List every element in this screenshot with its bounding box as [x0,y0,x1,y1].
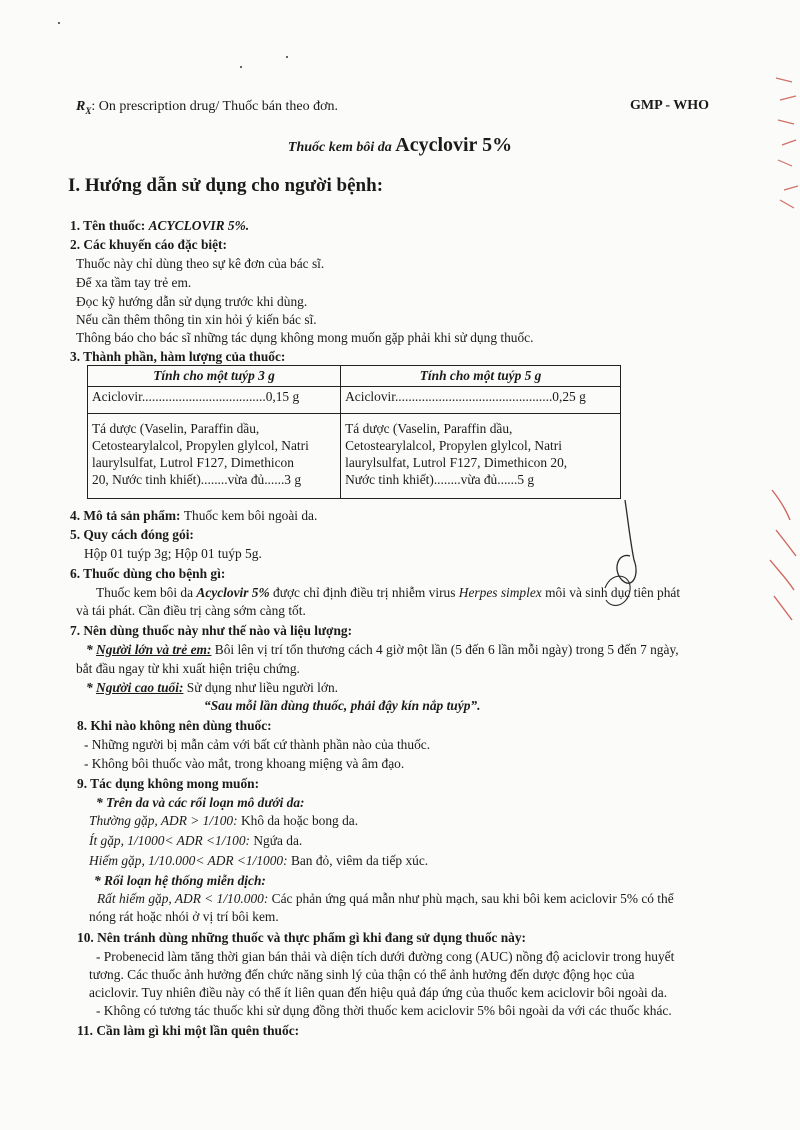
section-title: I. Hướng dẫn sử dụng cho người bệnh: [68,175,384,196]
special-warnings-heading: 2. Các khuyến cáo đặc biệt: [70,237,227,252]
warning-line: Để xa tầm tay trẻ em. [76,275,192,290]
packaging-value: Hộp 01 tuýp 3g; Hộp 01 tuýp 5g. [84,546,262,561]
side-effect-very-rare-cont: nóng rát hoặc nhói ở vị trí bôi kem. [89,909,279,924]
excipients-3g: Tá dược (Vaselin, Paraffin dầu, Cetostearylalcol, Propylen glylcol, Natri laurylsulfat, Lutrol F127, Dimethicon 20, Nước tinh khiết)........vừa đủ......3 g [88,414,341,499]
contraindication-heading: 8. Khi nào không nên dùng thuốc: [77,718,272,733]
composition-heading: 3. Thành phần, hàm lượng của thuốc: [70,349,286,364]
composition-table [87,365,621,499]
skin-disorders-title: * Trên da và các rối loạn mô dưới da: [96,795,305,810]
dosage-heading: 7. Nên dùng thuốc này như thế nào và liệu lượng: [70,623,353,638]
side-effect-common: Thường gặp, ADR > 1/100: Khô da hoặc bong da. [89,813,359,828]
immune-disorders-title: * Rối loạn hệ thống miễn dịch: [94,873,266,888]
warning-line: Nếu cần thêm thông tin xin hỏi ý kiến bác sĩ. [76,312,317,327]
contraindication-line: - Những người bị mẫn cảm với bất cứ thành phần nào của thuốc. [84,737,431,752]
missed-dose-heading: 11. Cần làm gì khi một lần quên thuốc: [77,1023,300,1038]
scan-speck [286,56,288,58]
cap-note: “Sau mỗi lần dùng thuốc, phải đậy kín nắp tuýp”. [204,698,481,713]
scan-speck [240,66,242,68]
rx-symbol: $R_X$ [76,99,92,116]
aciclovir-3g: Aciclovir.....................................0,15 g [88,387,341,414]
side-effect-rare: Hiếm gặp, 1/10.000< ADR <1/1000: Ban đỏ, viêm da tiếp xúc. [89,853,429,868]
dosage-adult-line: * Người lớn và trẻ em: Bôi lên vị trí tổn thương cách 4 giờ một lần (5 đến 6 lần mỗi ngày) trong 5 đến 7 ngày, [86,642,679,657]
warning-line: Thông báo cho bác sĩ những tác dụng không mong muốn gặp phải khi sử dụng thuốc. [76,330,534,345]
side-effect-very-rare: Rất hiếm gặp, ADR < 1/10.000: Các phản ứng quá mẫn như phù mạch, sau khi bôi kem aciclovir 5% có thể [97,891,674,906]
packaging-heading: 5. Quy cách đóng gói: [70,527,194,542]
drug-name-line: 1. Tên thuốc: ACYCLOVIR 5%. [70,218,250,233]
document-title: Thuốc kem bôi da Acyclovir 5% [287,134,513,156]
dosage-elder-line: * Người cao tuổi: Sử dụng như liều người lớn. [86,680,339,695]
aciclovir-5g: Aciclovir...............................................0,25 g [341,387,621,414]
warning-line: Đọc kỹ hướng dẫn sử dụng trước khi dùng. [76,294,308,309]
interaction-line: - Không có tương tác thuốc khi sử dụng đồng thời thuốc kem aciclovir 5% bôi ngoài da với các thuốc khác. [96,1003,672,1018]
side-effect-uncommon: Ít gặp, 1/1000< ADR <1/100: Ngứa da. [89,833,303,848]
dosage-adult-line: bắt đầu ngay từ khi xuất hiện triệu chứng. [76,661,300,676]
interactions-heading: 10. Nên tránh dùng những thuốc và thực phẩm gì khi đang sử dụng thuốc này: [77,930,527,945]
product-description: 4. Mô tả sản phẩm: Thuốc kem bôi ngoài da. [70,508,318,523]
side-effects-heading: 9. Tác dụng không mong muốn: [77,776,260,791]
table-header-3g: Tính cho một tuýp 3 g [88,366,341,387]
warning-line: Thuốc này chỉ dùng theo sự kê đơn của bác sĩ. [76,256,325,271]
table-header-5g: Tính cho một tuýp 5 g [341,366,621,387]
interaction-line: - Probenecid làm tăng thời gian bán thải và diện tích dưới đường cong (AUC) nồng độ aciclovir trong huyết [96,949,675,964]
gmp-who-label: GMP - WHO [630,98,710,113]
scan-speck [58,22,60,24]
interaction-line: aciclovir. Tuy nhiên điều này có thể ít liên quan đến hiệu quả đáp ứng của thuốc kem aciclovir bôi ngoài da. [89,985,668,1000]
indication-heading: 6. Thuốc dùng cho bệnh gì: [70,566,226,581]
contraindication-line: - Không bôi thuốc vào mắt, trong khoang miệng và âm đạo. [84,756,405,771]
indication-line: và tái phát. Cần điều trị càng sớm càng tốt. [76,603,306,618]
indication-line: Thuốc kem bôi da Acyclovir 5% được chỉ định điều trị nhiễm virus Herpes simplex môi và sinh dục tiên phát [96,585,681,600]
interaction-line: tương. Các thuốc ảnh hưởng đến chức năng sinh lý của thận có thể ảnh hưởng đến dược động học của [89,967,635,982]
prescription-notice: $R_X$: On prescription drug/ Thuốc bán theo đơn. [76,99,339,116]
excipients-5g: Tá dược (Vaselin, Paraffin dầu, Cetostearylalcol, Propylen glylcol, Natri laurylsulfat, Lutrol F127, Dimethicon 20, Nước tinh khiết)........vừa đủ......5 g [341,414,621,499]
